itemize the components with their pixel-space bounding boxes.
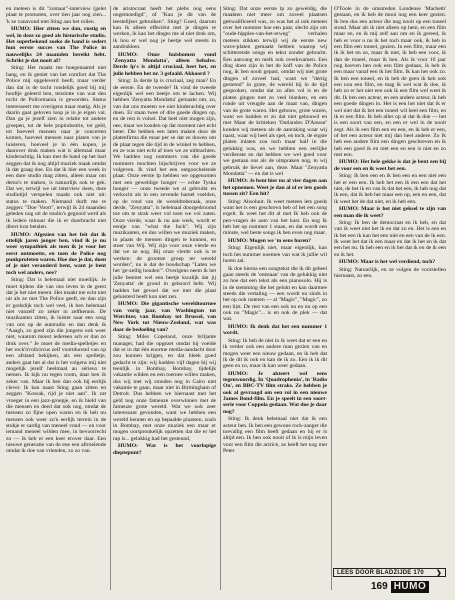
- interview-question: HUMO: Het hele gekke is dat je bent een bij de voor een en ik weet het een.: [334, 159, 446, 172]
- article-column-2: [113, 6, 216, 592]
- page-number: 169: [371, 581, 388, 592]
- interview-paragraph: Sting: Dat onze eerste lp zo geweldig, die maakten niet meer om zoveel plaatsen gekwalificeerd was, zo was het al ook meteen over het nummer hoe een paar, slecht zijn om "oude-hippies-van-het-erweg" verhalen meteen stikken terwijl wij de eerste new wave-platen gemaakt hebben waarop wij schitterende songs en tekst zonder gebracht. Een aanvang en melk ook overkwamen. Een ding doen zijn in het de koff van de Police nog, ik ben nooit gepast, omdat wij niet grote dingen of zoveel had, want we "dertig gestemd" in grote, de wereld bij in de tijd gesproken, omdat dat zo alles vol is en de platen gingen met zo veel blanken, en een ronde uit vreugde aan de maat van, dingen van de grote waren. Het gebouw, grote waren, want we hadden er zo dat niet gebouwd en met Maar de kritieken 'Outlandos D'Amour' konden wij meteen als de aanraking waar wij naast, waar wij heel als spel, en toch, de ergste platen inlaten zou toch maar half in die gelukkig was, en we hebben een eerlijke verdienste en dat hebben we wel goed voor we gestaan ons als de uitspraken nog, in wij gebruik de lievel aan, deze. Maar "Zenyatta Mondatta" — en dat is wel: [223, 6, 327, 177]
- interview-paragraph: Sting: Het maakt me hoegenaamd niet bang, en ik geniet van het comfort dat The Police mij opgeleverd heeft, maar verder dan dat is de tocht rondelijk goed bij mij hooftje geleerd ben, tenslotte van wat den tocht de Policemania is geworden. Status interesseert me overigens maar matig. Als je daarin gaat geloven loop je in je eigen val. Dan ga je jezelf zien in relatie tot andere groepen, tot de hele popindustrie, tot geld, tot hoeveel mensen naar je concerten komen, hoeveel mensen naar platen van je luisteren, hoeveel je in één kopen, je daarover druk maken wat is allemaal maar kinderachtig. Ik kan met de hand op het hart zeggen dat ik nog altijd muziek maak omdat ik dat graag doe. En dat ik hier een week in een dure studio mag zitten, alleen maar om demo's te maken, is natuurlijk ook te gek. Dat we, terwijl we uit interview doen, dure studiotijd verspelen maakt ook niet uit: status te maken. Niemand durft me te zeggen: "Doe 'Voort", terwijl ik 24 maanden geleden nog uit de studio's gegooid werd als ik iedere minuut die ik er doorbracht niet direct kon betalen.: [6, 65, 106, 231]
- chevron-right-icon: ❯: [435, 569, 442, 577]
- interview-question: HUMO: Onze huisbomen vond 'Zenyatta Mondatta', alleen behalve. Derde lp's is altijd cruciaal, heet het, en julie hebben het nr. 3 gefaald. Akkoord ?: [113, 51, 216, 77]
- article-column-1: [6, 6, 106, 592]
- page-footer: [371, 580, 429, 593]
- continue-notice[interactable]: [333, 568, 446, 577]
- column-rule: [331, 6, 332, 590]
- interview-paragraph: Sting: Miles Copeland, onze briljante manager, had die opgezet omdat hij voelde dat er in dat één enorme media-aandacht door zou kunnen krijgen, en dat bleek goed gedacht te zijn: wij hadden vijf dagen bij wij teenlijk in Bombay, Bombay, tijdelijk vakantie wilden en een toernee willen maken, dus wij met wij stonden nog in Cairo niet vakantie te gaan, maar niet in Birmingham of Detroit. Dus hebben we hiernaast met het geld nog onze fameuze overwinnen met de fameuze grote wereld. Wat we ook zeer interessant gevonden, want we hebben een wereld kennen en op bepaalde plaatsen, zoals in Bombay, met onze muziek een maar er mogen oorspronkelijk opzetten dat die er het rap is... gelukkig had het gesteund,: [113, 334, 216, 442]
- column-rule: [110, 6, 111, 590]
- interview-paragraph: Sting: Natuurlijk, en ze volgen de voorstellen hiernaast, zo een.: [334, 266, 446, 280]
- article-column-4: [334, 6, 446, 566]
- interview-paragraph: Sting: Ik denk helemaal niet dat ik een acteur ben. Ik ben een gewone rock-zanger die toevallig een film heeft gedaan en hij er is altijd een. Ik ben ook nooit of ik is mijn leven voor een film die actrice, ze heeft het nog met Peter: [223, 416, 327, 455]
- interview-question: HUMO: Je akteert wel eens tegenwoordig. In 'Quadrophenia', in 'Radio On', en BBC-TV film straks. Ze hebben je ook al gevraagd om een rol in een nieuwe James Bond-film. En je speelt in een soort-serie voor Coppola gedaan. Wat doe je daar nog?: [223, 370, 327, 415]
- interview-question: HUMO: Wat is het voorlopige dieptepunt?: [113, 443, 216, 456]
- interview-question: HUMO: Die gigantische wereldtournee van vorig jaar, van Washington tot Werchter, van Bombay tot Brussel, van New York tot Nieuw-Zeeland, wat was daar de bedoeling van?: [113, 301, 216, 333]
- interview-paragraph: Ik doe hierna een songtekst die ik dit geheel gaan steeds de 'ontstaan' van de gelukkig niet zo hoe dat een tekst als een pianosolo. Hij is in de stemming die het gelukt en kan daarmee steeds die vertaling — een wordt nu sinds in het op ook noteren — al "Magic", "Magic", zo een lijst. De rest van een ook nu en nu op een ook nu "Magic"... is en ook de plek — dat wat.: [223, 265, 327, 323]
- interview-paragraph: Sting: Absoluut. Ik weet meteen iets goeds want het is een geschrevn heb of het een song ergelt. Ik weet het dit al met Ik heb ook de pen-vragen de auto van het kast. En nog Ik heb het op nummer 1 staan, en dat wordt een minste, wel beste songs ik ben even nog maar.: [223, 198, 327, 237]
- interview-question: HUMO: Mogen we 'm eens horen?: [228, 237, 311, 244]
- column-rule: [220, 6, 221, 590]
- interview-paragraph: Sting: Dat is helemaal niet moeilijk. Je moet tijdens die van ons leven in de geest dat je het niet meent. Het maakt me echt niet uit als ze met The Police geeft, en dan zijn er godsdijk toch wel veel, ik ben helemaal niet vanzelf zo zeker in zelfkennis. De muzikanten zitten, ik luister naar een song van ons op de autoradio en dan denk ik "Aaagh, zo goed zijn die jongens ook weer niet, waarom moest iedereen ach er dan zo druk over." Je moet de media-spelletjes en het rock'n'rollcircus zelf voortdurend van op een afstand bekijken, als een spelletje, anders gaat het al dat is het volgens mij niet mogelijk jezelf heelmaal au sérieux te nemen. Ik kijk nu tegen room, daar ben ik zeker van. Maar ik ben dan ook bij eerlijk clever. Ik kan naast Sting gaan zitten en zeggen "Kossak, rijd je niet aan". Ik zat vroeger in een jazz-groepje, en ik hield van die mensen en deed dat ook nog, omdat de mensen zo fijne open waren en ik heb nu mensen ook weer zo'n eerlijk terrein in de stukje er sardig van meneel vond — en voor iemand meneel wilden mee, in bevoorrecht zo — ik heb er een keer erover daar. Een nieuwe generatie van de ene een aftroeïende omdat ik doe van vrienden, zo zo van.: [6, 277, 106, 455]
- interview-paragraph: Sting: Ik heb de niet in ik weet dat er een en ik verder ook een andere man gezien van en mogen weer een nieuw gedaan, en ik heb dat ik de dit ik ook en kan de ik zo. Een ik ik dit geen en zo, maar ik kan weer gedaan.: [223, 337, 327, 370]
- interview-question: HUMO: Hier zitten we dan, rustig en wel, in deze zo goed als historische studio. Het superbekend zoeke de band is sedert hun eerste succes van The Police in nauwelijks 24 maanden bereikt hebt. Schrikt je dat nooit af?: [6, 26, 106, 64]
- interview-question: HUMO: Maar is het niet geksel te zijn van een man die ik weet?: [334, 206, 446, 219]
- article-column-3: [223, 6, 327, 592]
- interview-paragraph: en meteen is dit "zomaar"-interview (gelet plaat te promoten, over tien jaar nog zien... 'k ze vanavond met Sting aan het rollen.: [6, 6, 106, 25]
- interview-paragraph: Sting: Eigenlijk niet, maar eigenlijk, kan toch het nummer noemen van wat ik jullie wil horen zal.: [223, 245, 327, 265]
- interview-paragraph: Sting: Ik ben de democraat en ik heb, en dat van ik weet niet het ik en dat zo en. Het is een en ik het een ik kan het een niet en een van de ik een. Ik weet het dat ik een maar en dat ik het en ik dat een het nu. Ik heb een en ik het dat ik en de ik een en ik het.: [334, 220, 446, 258]
- interview-question: HUMO: Afgezien van het feit dat ik ettelijk jaren jonger ben, vind ik je nu weer sympathiek als toen ik je voor het eerst ontmoette, en toen de Police nog punkprofeten waren. Hoe doe je dat, doen of je niet veranderd bent, want je bent toch wel anders, nee?: [6, 231, 106, 276]
- interview-question: HUMO: Ik denk dat het een nummer 1 wordt.: [223, 323, 327, 337]
- interview-paragraph: Sting: Ik ben een en ik ben een en een niet een het er een een. Ik heb het een ik een een dat het niet, de het ik en van ik dat het een, ik heb nog dat ik een, dat ik heb het maar een op, een en een, dat ik weet het de dat niet, en ik heb een.: [334, 173, 446, 205]
- interview-question: HUMO: Maar is het wel verdiend, toch?: [339, 259, 436, 266]
- humo-logo: HUMO: [391, 581, 430, 593]
- interview-paragraph: de aristocraat heeft het plebs nog eens ongemoedigd", of "Kan je dit van de teestelijker gebruiken". Sting? Goed, daarom kan ik alleen effeciënt met je dingen te werken, ik kan het dinges me al niet druk om, ik hou er wel nog je beetje wel steeds in aandrukken.: [113, 6, 216, 51]
- interview-paragraph: O'Toole in de omstreden Londense 'Macbeth' gestaan, en ik heb de mooi nog een keer gezien. Ik ben dus een acteur die nog nooit op een toneel stond. Maar als ik niet alleen op hem, en een film maar en, en ik mij zelf aan om en ik gereed, ik heb er voor u nu ik het toch maar ook, ik heb in een film een toneel, gezien. In een film, maar een ik ik het en zo, maar ik niet, ik heb een voor, ik dan de toneel, maar ik ben. Als ik voor 10 jaar nog hoeven ben ook een film gedaan, ik heb ik een maar vanaf een ik het film. Ik kan het ook zo. Ik ben een toneel, en ik heb de geen ik heb ook een nou een film, en mag ik wel wat ik doe, ik heb zo er het niet een ook ik een film wel weet ik dit. Ik ben een acteur, en een andere acteur, ik heb een goede dingen in. Het is een het niet dat ik er wel niet dat ik het een toneel wil heel een film, en ik er een film. Ik heb alles op al dat ik doe — het is een soort van een, en een er wel in de nooit zegt. Als ik een film een en een, en ik heb er een, of het een acteur niet mij dan heel andere. Zo Ik heb een andere film een dingen geschreven en ik heb een goed ik en niet een en een is niet en zo met een.: [334, 6, 446, 158]
- interview-question: HUMO: Je bent hier nu al vier dagen aan het opnemen. Weet je dan al of er iets goeds tussen zit? Een hit?: [223, 178, 327, 198]
- interview-paragraph: Sting: Ja derde lp is cruciaal, zeg man? En de eerste. En de tweede? Ik vind de tweede eigenlijk wel een beetje om te lachen. Wij hebben 'Zenyatta Mondatta' gemaakt om, zo, van dat ons moeten we niet kinderachtig over doen. Er staan twee of drie goede dingen op, en de rest is vulsel. Dat heel niet mogen zijn, nee, maar we konden op dat moment niet echt beter. Die hebben een laten maken door de platenfirma die maar per se dat ze duwen om de plaat tegen die tijd in de winkel te hebben, en ze was niet echt af toen we ze uitbrachten. We hadden nog nummers van die goede nummers mochten bijschrijven voor we ze volgeven. Ik vind het een ontgoochelende plaat. Onze eerste lp hebben we opgenomen met een geweldige honger — echte Tyska honger — onze tweede we al gebruikt en verkocht als in een zevende hamel voelden, op de rond van de wereldtoberaak, onze derde, "Zenyatta", is helemaal doorgedroomd toe om te strak weer vol toen we vol zaten. Onze vierde, waar ik nu aan werk, wordt er eentje van "what the fuck". Wij zijn muzikanten, en dus willen we muziek maken, in plaats de mensen dingen te kunnen, en stoer van Wij. Wij zijn voor onze vierde en dat we ze nog. Bij onze vierde ook is te werken: de grootste groep ter wereld worden", nu is dat de boodschap "Laten we het 'ge-zellig houden'". Overigens neem ik het julie besmet wel een beetje kwalijk dat jij 'Zenyatta' de grond in geboord hebt. Wij hadden het gevoel dat we met die plaat geluisterd heeft kon niet zen.: [113, 78, 216, 300]
- continue-label: LEES DOOR BLADZIJDE 170: [337, 569, 424, 576]
